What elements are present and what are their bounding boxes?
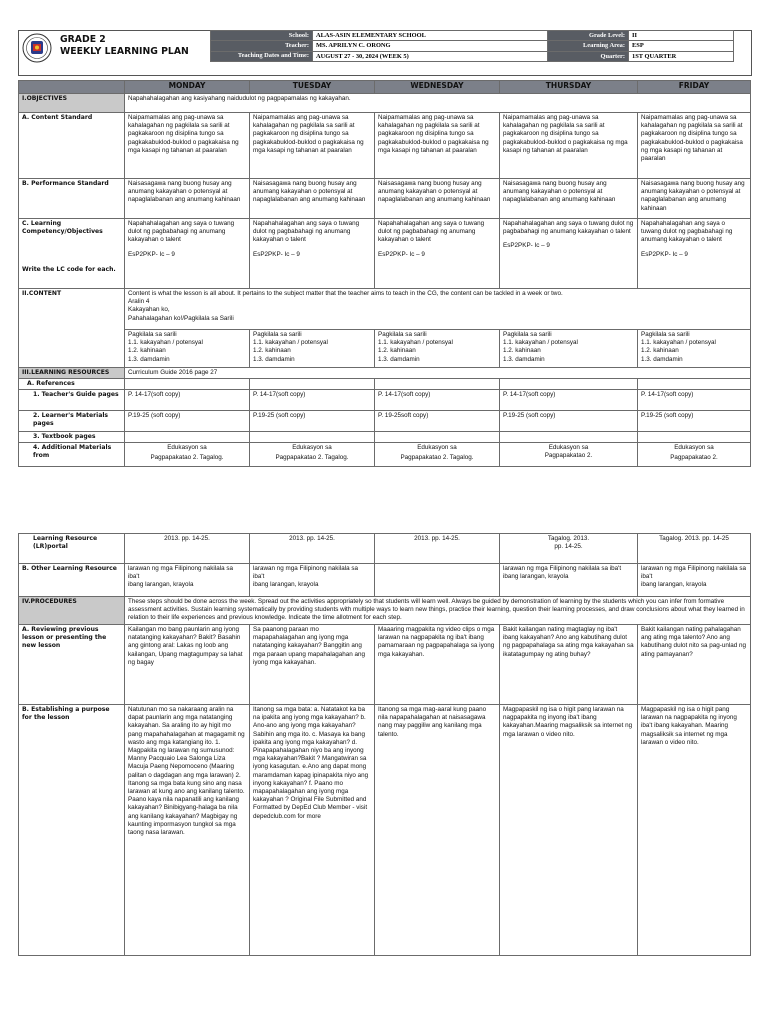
school-value: ALAS-ASIN ELEMENTARY SCHOOL — [313, 31, 548, 41]
day-header-tuesday: TUESDAY — [250, 81, 375, 94]
reviewing-label: A. Reviewing previous lesson or presenting the new lesson — [19, 625, 125, 705]
other-thu — [500, 564, 638, 597]
add-line: Pagpapakatao 2. Tagalog. — [400, 454, 474, 462]
lm-wed: P. 19-25soft copy) — [375, 411, 500, 432]
reviewing-mon: Kailangan mo bang paunlarin ang iyong natatanging kakayahan? Bakit? Basahin ang gintong aral: Lakas ng loob ang kailangan, Upang magtagumpay sa lahat ng bagay — [125, 625, 250, 705]
content-thu — [500, 330, 638, 368]
procedures-text: These steps should be done across the week. Spread out the activities appropriately so that students will learn well. Always be guided by demonstration of learning by the students which you can infer from formative assessment activities. Sustain learning systematically by providing students with multiple ways to learn new things, practice their learning, question their learning processes, and draw conclusions about what they learned in relation to their life experiences and previous knowledge. Indicate the time allotment for each step. — [125, 597, 751, 625]
competency-wed — [375, 219, 500, 289]
other-tue — [250, 564, 375, 597]
day-header-thursday: THURSDAY — [500, 81, 638, 94]
grade-level-label: Grade Level: — [548, 31, 629, 41]
content-line: 1.1. kakayahan / potensyal — [128, 339, 203, 347]
purpose-label: B. Establishing a purpose for the lesson — [19, 705, 125, 956]
competency-label: C. Learning Competency/Objectives — [22, 220, 103, 235]
other-line: ibang larangan, krayola — [128, 581, 194, 589]
content-line: 1.2. kahinaan — [128, 347, 166, 355]
references-label: A. References — [19, 379, 125, 390]
quarter-value: 1ST QUARTER — [629, 51, 734, 61]
other-line: larawan ng mga Filipinong nakilala sa iba't — [128, 565, 234, 581]
lc-code: EsP2PKP- Ic – 9 — [253, 250, 300, 258]
content-line: 1.2. kahinaan — [378, 347, 416, 355]
day-header-blank — [19, 81, 125, 94]
lr-line: Tagalog. 2013. — [547, 535, 590, 542]
content-line: 1.2. kahinaan — [641, 347, 679, 355]
purpose-wed: Itanong sa mga mag-aaral kung paano nila napapahalagahan at naisasagawa nang may paggiliw ang kanilang mga talento. — [375, 705, 500, 956]
purpose-mon: Natutunan mo sa nakaraang aralin na dapat paunlarin ang mga natatanging kakayahan. Sa araling ito ay higit mo pang mapahahalagahan at magagamit ng wasto ang mga katangiang ito. 1. Magpakita ng larawan ng sumusunod: Manny Pacquaio Lea Salonga Liza Macuja Paeng Nepomoceno (Maaring palitan o dagdagan ang mga larawan) 2. Itanong sa mga bata kung sino ang nasa larawan at kung ano ang kanilang talento. Paano kaya nila napanatili ang kanilang kakayahan? Binibigyang-halaga ba nila ang kanilang kakayahan? Magbigay ng kaunting impormasyon tungkol sa mga taong nasa larawan. — [125, 705, 250, 956]
other-wed — [375, 564, 500, 597]
lr-wed: 2013. pp. 14-25. — [375, 534, 500, 564]
add-line: Pagpapakatao 2. — [670, 454, 718, 462]
content-standard-tue: Naipamamalas ang pag-unawa sa kahalagahan ng pagkilala sa sarili at pagkakaroon ng disiplina tungo sa pagkakabuklod-buklod o pagkakaisa ng mga kasapi ng tahanan at paaralan — [250, 113, 375, 179]
competency-text: Napahahalagahan ang saya o tuwang dulot ng pagbabahagi ng anumang kakayahan o talent — [503, 220, 634, 236]
content-line: Pagkilala sa sarili — [378, 331, 427, 338]
competency-tue — [250, 219, 375, 289]
content-standard-mon: Naipamamalas ang pag-unawa sa kahalagahan ng pagkilala sa sarili at pagkakaroon ng disiplina tungo sa pagkakabuklod-buklod o pagkakaisa ng mga kasapi ng tahanan at paaralan — [125, 113, 250, 179]
content-line: 1.3. damdamin — [253, 355, 295, 363]
resources-label: III.LEARNING RESOURCES — [19, 368, 125, 379]
add-tue — [250, 443, 375, 467]
plan-title-block — [60, 34, 189, 58]
lc-code: EsP2PKP- Ic – 9 — [378, 250, 425, 258]
add-line: Pagpapakatao 2. — [544, 452, 593, 460]
content-fri — [638, 330, 751, 368]
other-line: larawan ng mga Filipinong nakilala sa iba't — [641, 565, 747, 581]
content-line: 1.2. kahinaan — [253, 347, 291, 355]
add-thu — [500, 443, 638, 467]
lr-fri: Tagalog. 2013. pp. 14-25 — [638, 534, 751, 564]
add-wed — [375, 443, 500, 467]
day-header-row — [19, 81, 751, 94]
other-resource-label: B. Other Learning Resource — [19, 564, 125, 597]
content-line: 1.3. damdamin — [641, 355, 683, 363]
content-line: Pagkilala sa sarili — [503, 331, 552, 338]
content-topic-1: Kakayahan ko, — [128, 306, 170, 314]
objectives-label: I.OBJECTIVES — [19, 94, 125, 113]
performance-standard-wed: Naisasagawa nang buong husay ang anumang kakayahan o potensyal at napaglalabanan ang anumang kahinaan — [375, 179, 500, 219]
content-standard-label: A. Content Standard — [19, 113, 125, 179]
performance-standard-fri: Naisasagawa nang buong husay ang anumang kakayahan o potensyal at napaglalabanan ang anumang kahinaan — [638, 179, 751, 219]
header-meta-table — [210, 30, 734, 62]
content-line: Pagkilala sa sarili — [253, 331, 302, 338]
competency-label-cell — [19, 219, 125, 289]
content-line: Pagkilala sa sarili — [128, 331, 177, 338]
tg-tue: P. 14-17(soft copy) — [250, 390, 375, 411]
tg-wed: P. 14-17(soft copy) — [375, 390, 500, 411]
lm-mon: P.19-25 (soft copy) — [125, 411, 250, 432]
content-line: 1.1. kakayahan / potensyal — [641, 339, 716, 347]
lc-code-note: Write the LC code for each. — [22, 266, 116, 273]
add-line: Edukasyon sa — [417, 444, 457, 452]
performance-standard-thu: Naisasagawa nang buong husay ang anumang kakayahan o potensyal at napaglalabanan ang anumang kahinaan — [500, 179, 638, 219]
content-standard-thu: Naipamamalas ang pag-unawa sa kahalagahan ng pagkilala sa sarili at pagkakaroon ng disiplina tungo sa pagkakabuklod-buklod o pagkakaisa ng mga kasapi ng tahanan at paaralan — [500, 113, 638, 179]
day-header-wednesday: WEDNESDAY — [375, 81, 500, 94]
purpose-tue: Itanong sa mga bata: a. Natatakot ka ba na ipakita ang iyong mga kakayahan? b. Ano-ano ang iyong mga kakayahan? Sabihin ang mga ito. c. Masaya ka bang ipakita ang iyong mga kakayahan? d. Pinapapahalagahan niyo ba ang inyong mga kakayahan?Bakit ? Mangatwiran sa iyong kasagutan. e.Ano ang dapat mong maramdaman kapag ipinapakita niyo ang inyong kakayahan? f. Paano mo mapapahalagahan ang iyong mga kakayahan ? Original File Submitted and Formatted by DepEd Club Member - visit depedclub.com for more — [250, 705, 375, 956]
performance-standard-tue: Naisasagawa nang buong husay ang anumang kakayahan o potensyal at napaglalabanan ang anumang kahinaan — [250, 179, 375, 219]
add-line: Pagpapakatao 2. Tagalog. — [150, 454, 224, 462]
add-line: Edukasyon sa — [292, 444, 332, 452]
content-topic-2: Pahahalagahan ko!/Pagkilala sa Sarili — [128, 314, 234, 322]
lm-thu: P.19-25 (soft copy) — [500, 411, 638, 432]
learners-materials-label: 2. Learner's Materials pages — [19, 411, 125, 432]
other-mon — [125, 564, 250, 597]
content-line: 1.2. kahinaan — [503, 347, 541, 355]
purpose-fri: Magpapaskil ng isa o higit pang larawan na nagpapakita ng inyong iba't ibang kakayahan. Maaring magsaliksik sa internet ng mga larawan o video nito. — [638, 705, 751, 956]
dates-label: Teaching Dates and Time: — [211, 51, 313, 61]
teacher-label: Teacher: — [211, 41, 313, 51]
add-line: Edukasyon sa — [548, 444, 589, 452]
content-label: II.CONTENT — [19, 289, 125, 368]
add-line: Edukasyon sa — [167, 444, 207, 452]
weekly-plan-table — [18, 80, 751, 467]
competency-mon — [125, 219, 250, 289]
content-standard-wed: Naipamamalas ang pag-unawa sa kahalagahan ng pagkilala sa sarili at pagkakaroon ng disiplina tungo sa pagkakabuklod-buklod o pagkakaisa ng mga kasapi ng tahanan at paaralan — [375, 113, 500, 179]
reviewing-wed: Maaaring magpakita ng video clips o mga larawan na nagpapakita ng iba't ibang pamamaraan ng pagpapahalaga sa iyong mga kakayahan. — [375, 625, 500, 705]
teachers-guide-label: 1. Teacher's Guide pages — [19, 390, 125, 411]
day-header-monday: MONDAY — [125, 81, 250, 94]
content-intro-cell — [125, 289, 751, 330]
performance-standard-mon: Naisasagawa nang buong husay ang anumang kakayahan o potensyal at napaglalabanan ang anumang kahinaan — [125, 179, 250, 219]
performance-standard-label: B. Performance Standard — [19, 179, 125, 219]
content-line: 1.3. damdamin — [128, 355, 170, 363]
other-line: ibang larangan, krayola — [503, 573, 569, 581]
purpose-thu: Magpapaskil ng isa o higit pang larawan na nagpapakita ng inyong iba't ibang kakayahan.Maaring magsaliksik sa internet ng mga larawan o video nito. — [500, 705, 638, 956]
other-line: larawan ng mga Filipinong nakilala sa iba't — [503, 565, 622, 572]
tg-thu: P. 14-17(soft copy) — [500, 390, 638, 411]
competency-text: Napahahalagahan ang saya o tuwang dulot ng pagbabahagi ng anumang kakayahan o talent — [641, 220, 733, 244]
content-standard-fri: Naipamamalas ang pag-unawa sa kahalagahan ng pagkilala sa sarili at pagkakaroon ng disiplina tungo sa pagkakabuklod-buklod o pagkakaisa ng mga kasapi ng tahanan at paaralan — [638, 113, 751, 179]
competency-text: Napahahalagahan ang saya o tuwang dulot ng pagbabahagi ng anumang kakayahan o talent — [128, 220, 235, 244]
add-fri — [638, 443, 751, 467]
dates-value: AUGUST 27 - 30, 2024 (WEEK 5) — [313, 51, 548, 61]
weekly-plan-table-continued — [18, 533, 751, 956]
textbook-pages-label: 3. Textbook pages — [19, 432, 125, 443]
other-line: larawan ng mga Filipinong nakilala sa iba't — [253, 565, 359, 581]
quarter-label: Quarter: — [548, 51, 629, 61]
lr-line: pp. 14-25. — [554, 543, 583, 551]
learning-area-label: Learning Area: — [548, 41, 629, 51]
day-header-friday: FRIDAY — [638, 81, 751, 94]
competency-fri — [638, 219, 751, 289]
content-wed — [375, 330, 500, 368]
content-line: Pagkilala sa sarili — [641, 331, 690, 338]
add-line: Pagpapakatao 2. Tagalog. — [275, 454, 349, 462]
lr-tue: 2013. pp. 14-25. — [250, 534, 375, 564]
lc-code: EsP2PKP- Ic – 9 — [503, 242, 550, 250]
other-line: ibang larangan, krayola — [641, 581, 707, 589]
additional-materials-label: 4. Additional Materials from — [19, 443, 125, 467]
lc-code: EsP2PKP- Ic – 9 — [641, 250, 688, 258]
school-label: School: — [211, 31, 313, 41]
lr-portal-label: Learning Resource (LR)portal — [19, 534, 125, 564]
content-tue — [250, 330, 375, 368]
competency-text: Napahahalagahan ang saya o tuwang dulot ng pagbabahagi ng anumang kakayahan o talent — [253, 220, 360, 244]
content-line: 1.1. kakayahan / potensyal — [253, 339, 328, 347]
other-line: ibang larangan, krayola — [253, 581, 319, 589]
reviewing-fri: Bakit kailangan nating pahalagahan ang ating mga talento? Ano ang kabutihang dulot nito sa pag-unlad ng ating pamayanan? — [638, 625, 751, 705]
deped-seal-icon — [22, 33, 52, 63]
add-line: Edukasyon sa — [674, 444, 714, 452]
teacher-value: MS. APRILYN C. ORONG — [313, 41, 548, 51]
competency-text: Napahahalagahan ang saya o tuwang dulot ng pagbabahagi ng anumang kakayahan o talent — [378, 220, 485, 244]
grade-level-value: II — [629, 31, 734, 41]
curriculum-guide: Curriculum Guide 2016 page 27 — [125, 368, 751, 379]
reviewing-thu: Bakit kailangan nating magtaglay ng iba't ibang kakayahan? Ano ang kabutihang dulot ng pagpapahalaga sa ating mga kakayahan sa ikatatagumpay ng ating buhay? — [500, 625, 638, 705]
content-intro: Content is what the lesson is all about. It pertains to the subject matter that the teacher aims to teach in the CG, the content can be tackled in a week or two. — [128, 290, 563, 297]
content-line: 1.1. kakayahan / potensyal — [378, 339, 453, 347]
content-line: 1.3. damdamin — [503, 355, 545, 363]
lm-tue: P.19-25 (soft copy) — [250, 411, 375, 432]
lr-thu — [500, 534, 638, 564]
add-mon — [125, 443, 250, 467]
reviewing-tue: Sa paanong paraan mo mapapahalagahan ang iyong mga natatanging kakayahan? Banggitin ang mga paraan upang mapahalagahan ang iyong mga kakayahan. — [250, 625, 375, 705]
lm-fri: P.19-25 (soft copy) — [638, 411, 751, 432]
other-fri — [638, 564, 751, 597]
grade-title: GRADE 2 — [60, 34, 106, 45]
content-aralin: Aralin 4 — [128, 298, 150, 306]
competency-thu — [500, 219, 638, 289]
tg-fri: P. 14-17(soft copy) — [638, 390, 751, 411]
plan-title: WEEKLY LEARNING PLAN — [60, 46, 189, 57]
lr-mon: 2013. pp. 14-25. — [125, 534, 250, 564]
lc-code: EsP2PKP- Ic – 9 — [128, 250, 175, 258]
content-mon — [125, 330, 250, 368]
procedures-label: IV.PROCEDURES — [19, 597, 125, 625]
objectives-text: Napahahalagahan ang kasiyahang naidudulot ng pagpapamalas ng kakayahan. — [125, 94, 751, 113]
tg-mon: P. 14-17(soft copy) — [125, 390, 250, 411]
content-line: 1.1. kakayahan / potensyal — [503, 339, 578, 347]
content-line: 1.3. damdamin — [378, 355, 420, 363]
learning-area-value: ESP — [629, 41, 734, 51]
